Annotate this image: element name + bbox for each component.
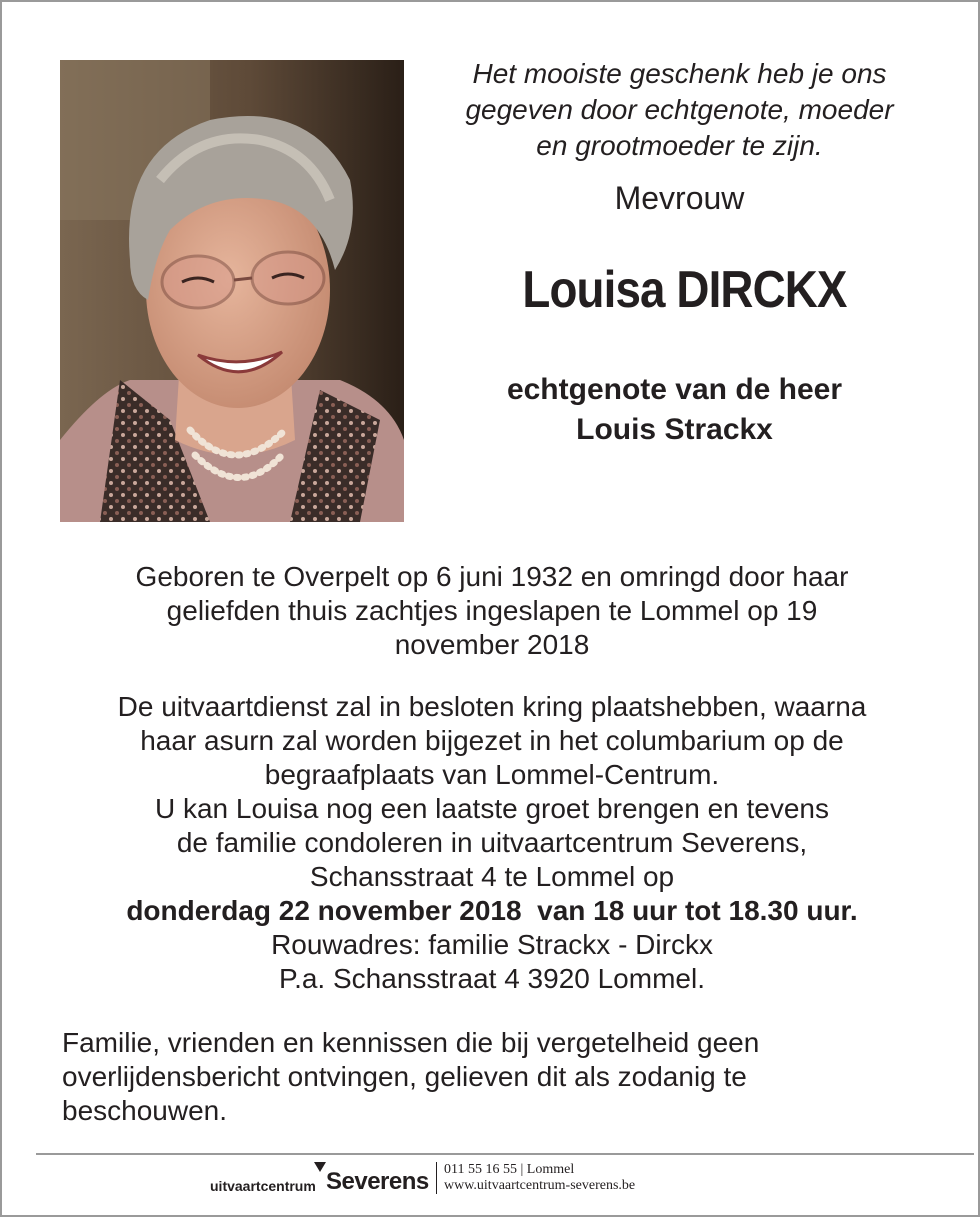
text-line: begraafplaats van Lommel-Centrum. — [264, 759, 720, 790]
deceased-name: Louisa DIRCKX — [522, 261, 847, 319]
footer-separator — [436, 1162, 437, 1194]
spouse-info — [412, 370, 937, 450]
website-link[interactable]: www.uitvaartcentrum-severens.be — [444, 1178, 636, 1193]
text-line: de familie condoleren in uitvaartcentrum Severens, — [176, 827, 808, 858]
birth-death-text — [42, 560, 942, 662]
mourning-address: P.a. Schansstraat 4 3920 Lommel. — [279, 963, 705, 994]
text-line: Familie, vrienden en kennissen die bij vergetelheid geen — [62, 1027, 760, 1058]
visitation-datetime: donderdag 22 november 2018 van 18 uur tot 18.30 uur. — [126, 895, 858, 926]
text-line: geliefden thuis zachtjes ingeslapen te Lommel op 19 — [166, 595, 818, 626]
honorific: Mevrouw — [614, 180, 745, 216]
text-line: november 2018 — [394, 629, 590, 660]
family-note — [62, 1026, 902, 1128]
text-line: U kan Louisa nog een laatste groet brengen en tevens — [154, 793, 830, 824]
phone-line: 011 55 16 55 | Lommel — [444, 1162, 575, 1177]
quote-line: gegeven door echtgenote, moeder — [465, 94, 894, 125]
funeral-home-logo — [210, 1158, 440, 1198]
spouse-line: echtgenote van de heer — [506, 373, 843, 406]
text-line: Schansstraat 4 te Lommel op — [309, 861, 675, 892]
quote — [412, 56, 947, 164]
quote-line: en grootmoeder te zijn. — [536, 130, 823, 161]
service-info — [42, 690, 942, 996]
triangle-icon — [314, 1162, 326, 1172]
footer-divider — [36, 1153, 974, 1155]
portrait-photo — [60, 60, 404, 522]
spouse-name: Louis Strackx — [576, 413, 773, 446]
text-line: De uitvaartdienst zal in besloten kring plaatshebben, waarna — [117, 691, 867, 722]
text-line: overlijdensbericht ontvingen, gelieven dit als zodanig te — [62, 1061, 747, 1092]
logo-big-text: Severens — [326, 1168, 429, 1195]
logo-small-text: uitvaartcentrum — [210, 1178, 316, 1194]
text-line: beschouwen. — [62, 1095, 228, 1126]
mourning-address: Rouwadres: familie Strackx - Dirckx — [271, 929, 713, 960]
text-line: haar asurn zal worden bijgezet in het columbarium op de — [140, 725, 844, 756]
quote-line: Het mooiste geschenk heb je ons — [472, 58, 887, 89]
text-line: Geboren te Overpelt op 6 juni 1932 en omringd door haar — [135, 561, 849, 592]
footer-contact — [444, 1162, 635, 1194]
